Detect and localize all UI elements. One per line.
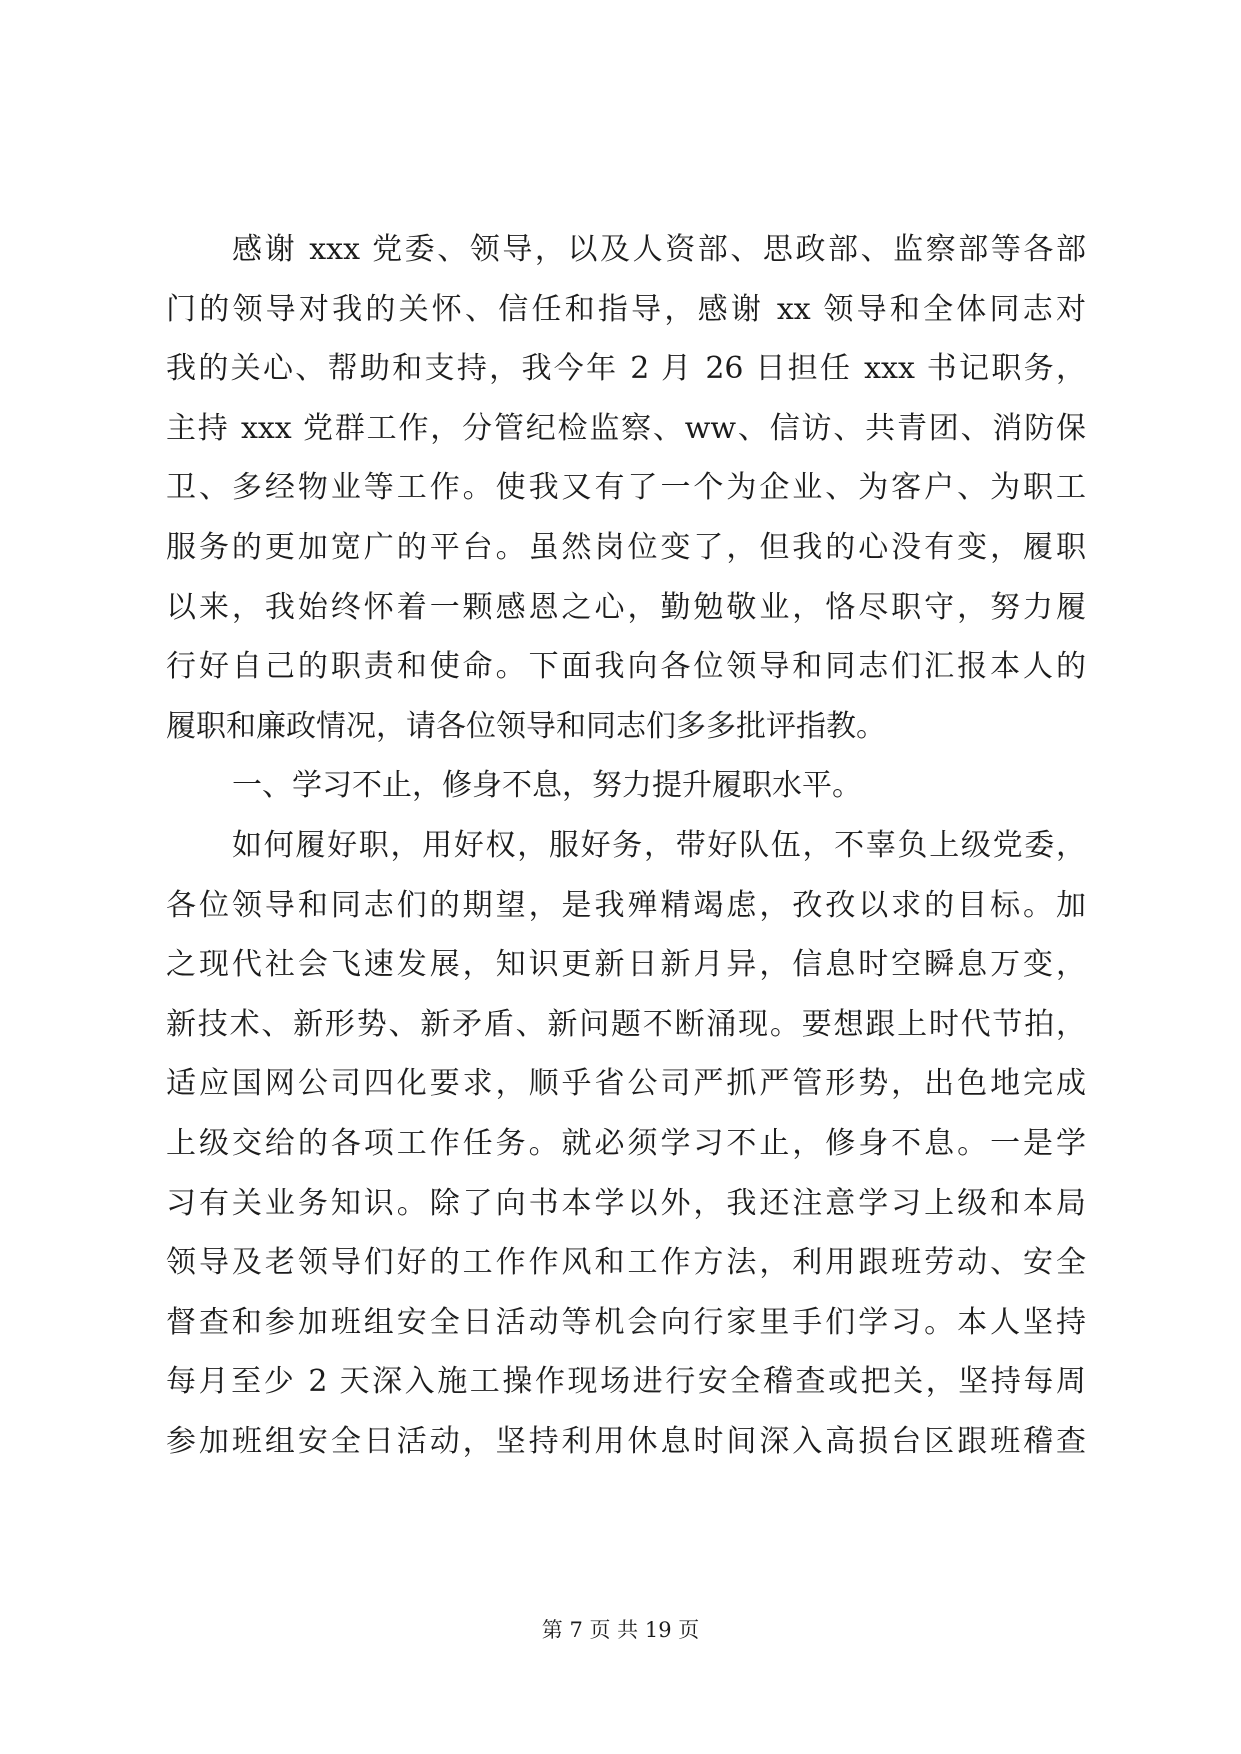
text-line: 适应国网公司四化要求，顺乎省公司严抓严管形势，出色地完成 bbox=[166, 1066, 1086, 1102]
text-line: 感谢 xxx 党委、领导，以及人资部、思政部、监察部等各部 bbox=[232, 232, 1086, 267]
text-line: 主持 xxx 党群工作，分管纪检监察、ww、信访、共青团、消防保 bbox=[166, 410, 1086, 446]
section-heading: 一、学习不止，修身不息，努力提升履职水平。 bbox=[232, 768, 862, 804]
text-line: 新技术、新形势、新矛盾、新问题不断涌现。要想跟上时代节拍， bbox=[166, 1006, 1086, 1042]
text-line: 以来，我始终怀着一颗感恩之心，勤勉敬业，恪尽职守，努力履 bbox=[166, 589, 1086, 625]
text-line: 督查和参加班组安全日活动等机会向行家里手们学习。本人坚持 bbox=[166, 1304, 1086, 1340]
text-line: 如何履好职，用好权，服好务，带好队伍，不辜负上级党委， bbox=[232, 827, 1086, 863]
text-line: 我的关心、帮助和支持，我今年 2 月 26 日担任 xxx 书记职务， bbox=[166, 351, 1086, 387]
text-line: 卫、多经物业等工作。使我又有了一个为企业、为客户、为职工 bbox=[166, 470, 1086, 506]
text-line: 上级交给的各项工作任务。就必须学习不止，修身不息。一是学 bbox=[166, 1125, 1086, 1161]
text-line: 行好自己的职责和使命。下面我向各位领导和同志们汇报本人的 bbox=[166, 649, 1086, 685]
text-line: 服务的更加宽广的平台。虽然岗位变了，但我的心没有变，履职 bbox=[166, 529, 1086, 565]
text-line: 习有关业务知识。除了向书本学以外，我还注意学习上级和本局 bbox=[166, 1185, 1086, 1221]
text-line: 参加班组安全日活动，坚持利用休息时间深入高损台区跟班稽查 bbox=[166, 1423, 1086, 1459]
text-line: 各位领导和同志们的期望，是我殚精竭虑，孜孜以求的目标。加 bbox=[166, 887, 1086, 923]
page-number-footer: 第 7 页 共 19 页 bbox=[541, 1618, 700, 1642]
text-line: 门的领导对我的关怀、信任和指导，感谢 xx 领导和全体同志对 bbox=[166, 291, 1086, 327]
text-line: 每月至少 2 天深入施工操作现场进行安全稽查或把关，坚持每周 bbox=[166, 1364, 1086, 1400]
text-line: 领导及老领导们好的工作作风和工作方法，利用跟班劳动、安全 bbox=[166, 1245, 1086, 1281]
document-body bbox=[166, 220, 1086, 1471]
text-line: 之现代社会飞速发展，知识更新日新月异，信息时空瞬息万变， bbox=[166, 947, 1086, 983]
text-line: 履职和廉政情况，请各位领导和同志们多多批评指教。 bbox=[166, 708, 886, 744]
